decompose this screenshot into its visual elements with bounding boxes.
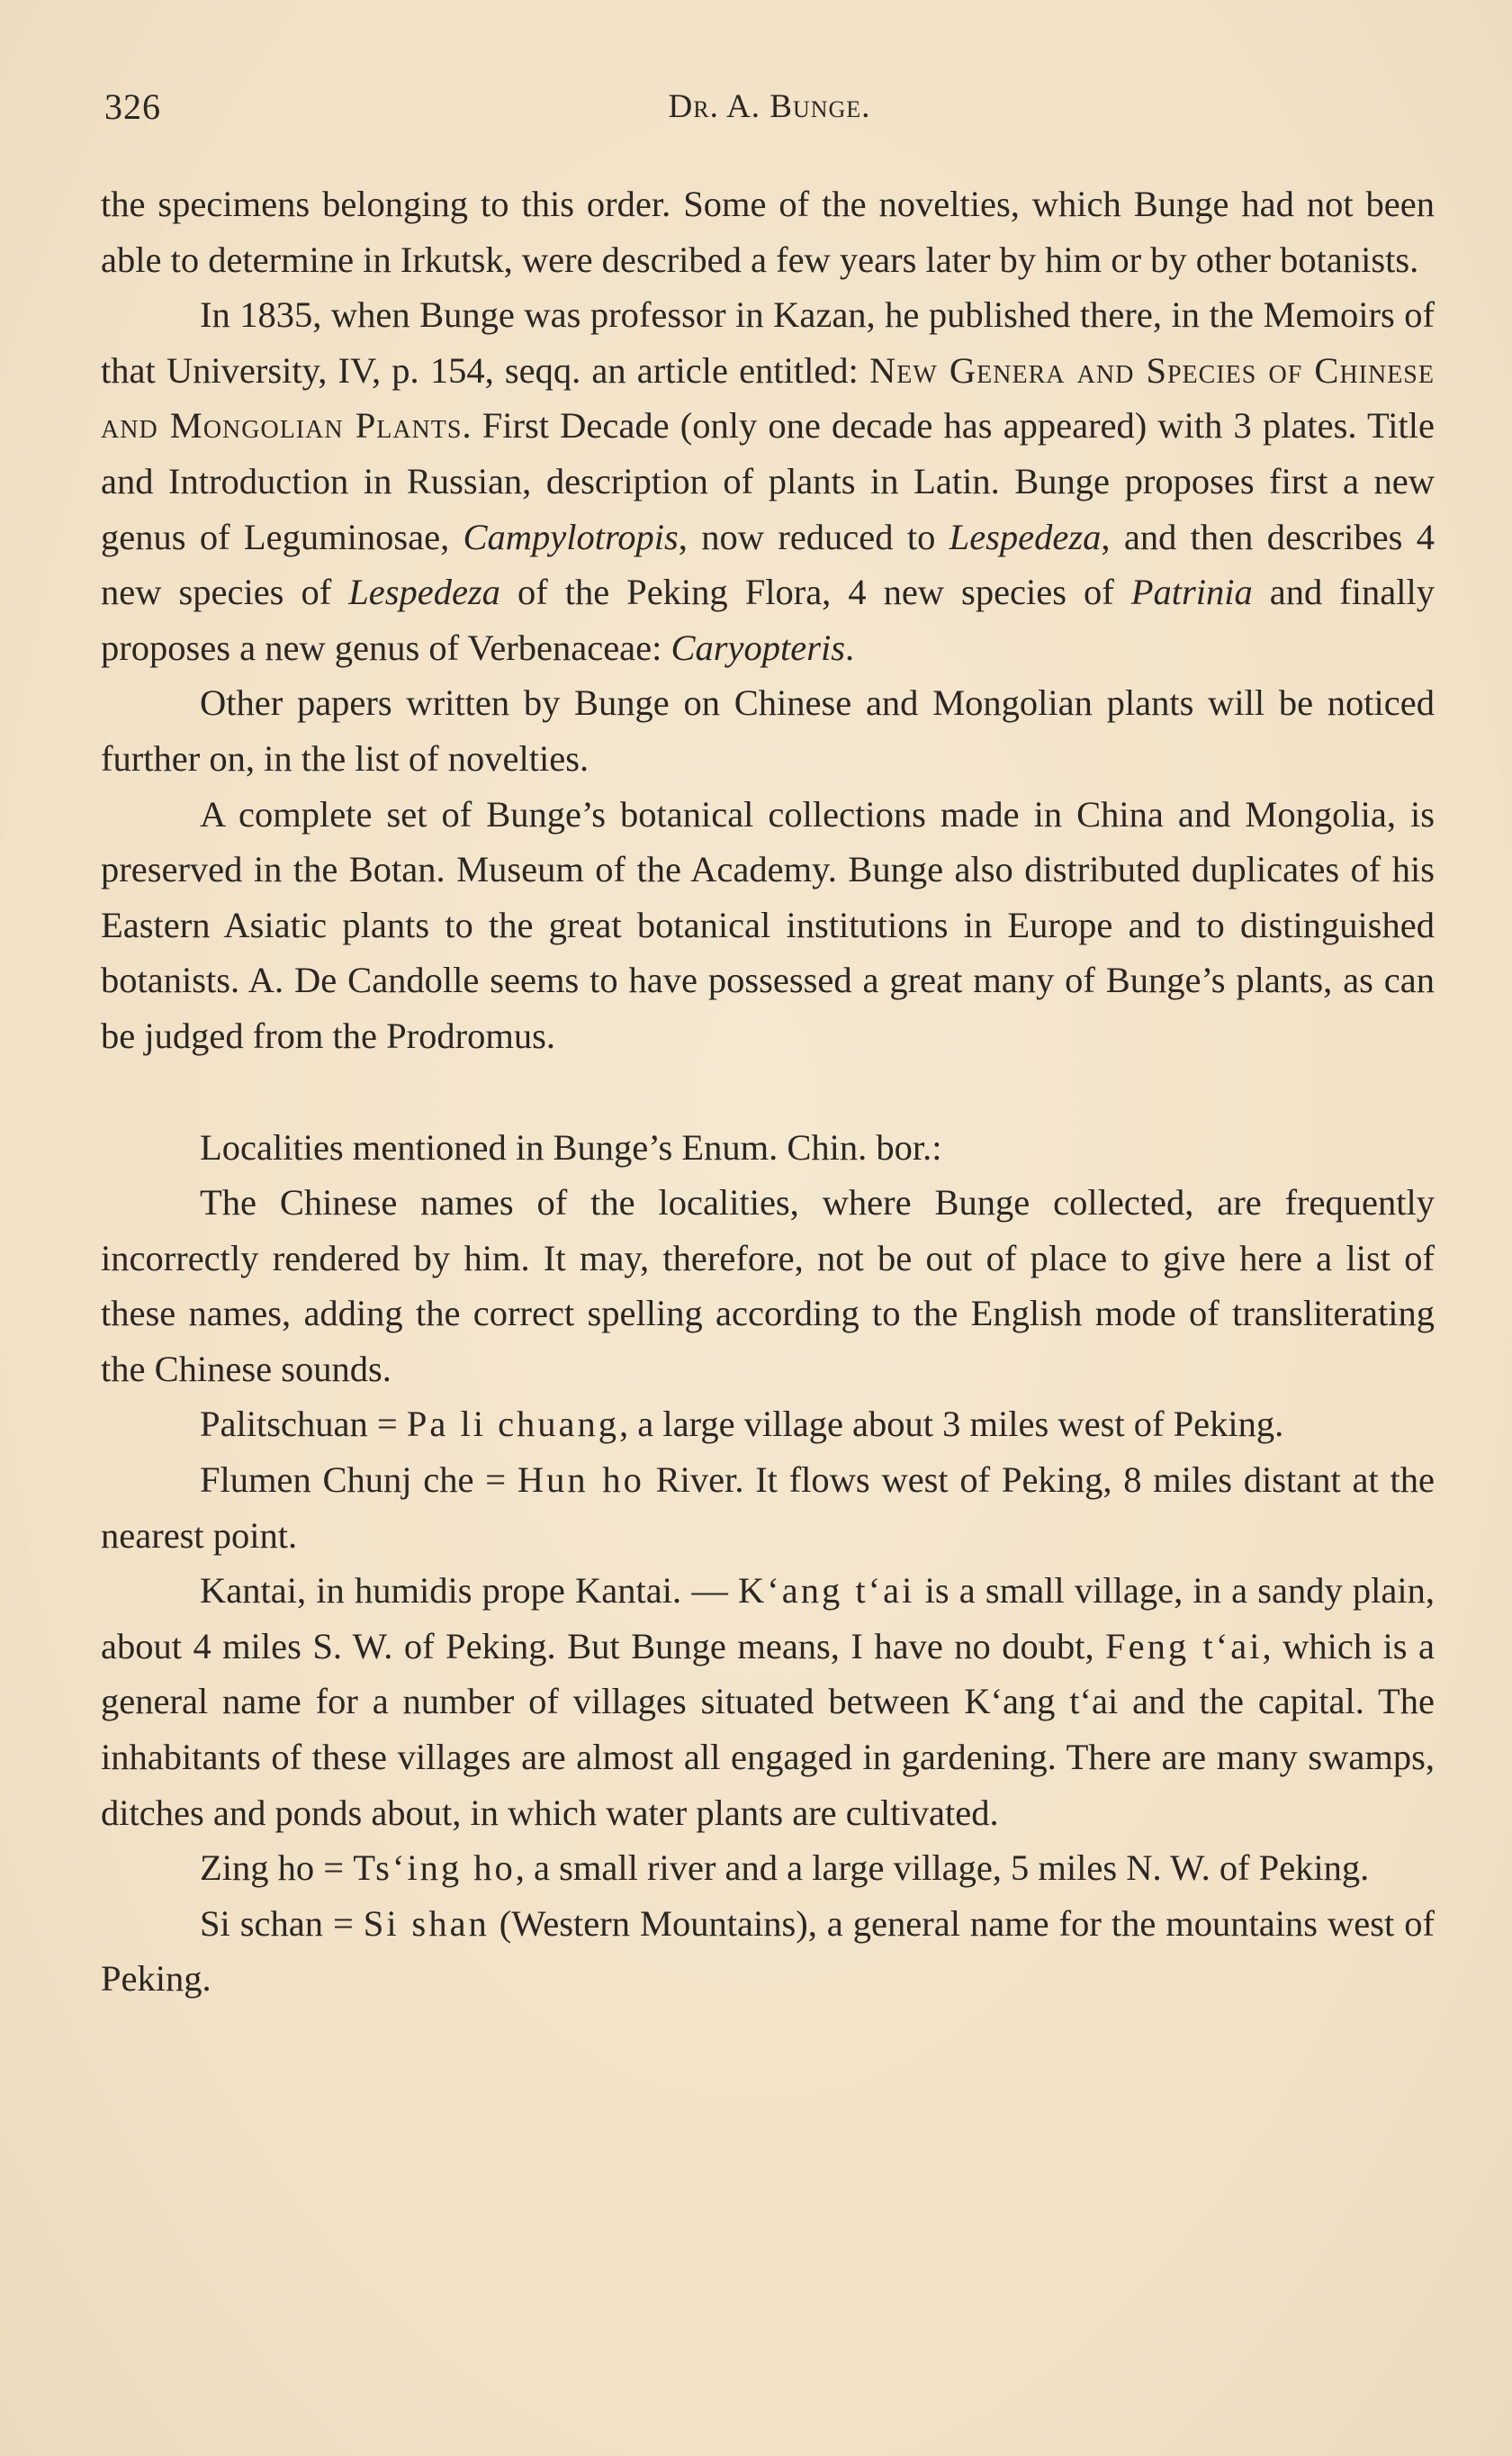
- text-run: . First Decade (only one decade has appeared) with 3 plates. Title and Introduction in Russian, description of plants in Latin. Bunge proposes first a new genus of Leguminosae,: [101, 405, 1435, 557]
- text-run: Other papers written by Bunge on Chinese and Mongolian plants will be noticed further on, in the list of novelties.: [101, 682, 1435, 779]
- italic-text: Lespedeza: [949, 516, 1102, 557]
- text-run: , and then describes 4 new species of: [101, 516, 1435, 613]
- paragraph: [101, 176, 1435, 287]
- text-run: Flumen Chunj che =: [200, 1459, 518, 1501]
- spaced-text: Kʻang tʻai: [738, 1570, 915, 1612]
- text-run: Localities mentioned in Bunge’s Enum. Chin. bor.:: [200, 1126, 942, 1168]
- text-run: , a large village about 3 miles west of Peking.: [619, 1404, 1284, 1445]
- text-run: .: [845, 627, 855, 668]
- page-header: [104, 86, 1435, 132]
- paragraph: [101, 287, 1435, 675]
- paragraph: [101, 1175, 1435, 1396]
- text-run: (Western Mountains), a general name for the mountains west of Peking.: [101, 1902, 1435, 2000]
- spaced-text: Si shan: [363, 1902, 490, 1944]
- text-run: Palitschuan =: [200, 1404, 407, 1445]
- section-gap: [101, 1064, 1435, 1120]
- running-head: Dr. A. Bunge.: [668, 88, 871, 125]
- text-run: The Chinese names of the localities, where Bunge collected, are frequently incorrectly rendered by him. It may, therefore, not be out of place to give here a list of these names, adding the correct spelling according to the English mode of transliterating the Chinese sounds.: [101, 1182, 1435, 1389]
- text-run: and finally proposes a new genus of Verbenaceae:: [101, 572, 1435, 668]
- text-run: Zing ho =: [200, 1847, 354, 1889]
- text-run: , a small river and a large village, 5 miles N. W. of Peking.: [515, 1847, 1370, 1889]
- text-run: the specimens belonging to this order. Some of the novelties, which Bunge had not been able to determine in Irkutsk, were described a few years later by him or by other botanists.: [101, 184, 1435, 280]
- spaced-text: Feng tʻai: [1105, 1625, 1263, 1666]
- text-run: of the Peking Flora, 4 new species of: [500, 572, 1131, 613]
- paragraph: [101, 1896, 1435, 2007]
- italic-text: Lespedeza: [348, 572, 500, 613]
- spaced-text: Hun ho: [517, 1459, 644, 1501]
- paragraph: [101, 1452, 1435, 1563]
- text-run: is a small village, in a sandy plain, about 4 miles S. W. of Peking. But Bunge means, I have no doubt,: [101, 1570, 1436, 1666]
- spaced-text: Pa li chuang: [406, 1404, 620, 1445]
- text-run: Kantai, in humidis prope Kantai. —: [200, 1570, 739, 1612]
- text-run: In 1835, when Bunge was professor in Kazan, he published there, in the Memoirs of that University, IV, p. 154, seqq. an article entitled:: [101, 294, 1435, 391]
- italic-text: Caryopteris: [670, 627, 846, 668]
- paragraph: [101, 1120, 1435, 1176]
- text-run: Si schan =: [200, 1902, 364, 1944]
- text-run: , now reduced to: [678, 516, 950, 557]
- body-text: [101, 176, 1435, 2007]
- paragraph: [101, 1396, 1435, 1452]
- italic-text: Patrinia: [1130, 572, 1253, 613]
- paragraph: [101, 1840, 1435, 1896]
- text-run: , which is a general name for a number of villages situated between Kʻang tʻai and the capital. The inhabitants of these villages are almost all engaged in gardening. There are many swamps, ditches and ponds about, in which water plants are cultivated.: [101, 1625, 1436, 1833]
- text-run: A complete set of Bunge’s botanical collections made in China and Mongolia, is preserved in the Botan. Museum of the Academy. Bunge also distributed duplicates of his Eastern Asiatic plants to the great botanical institutions in Europe and to distinguished botanists. A. De Candolle seems to have possessed a great many of Bunge’s plants, as can be judged from the Prodromus.: [101, 793, 1435, 1056]
- text-run: River. It flows west of Peking, 8 miles distant at the nearest point.: [101, 1459, 1435, 1556]
- page-number: 326: [104, 86, 161, 127]
- spaced-text: Tsʻing ho: [353, 1847, 516, 1889]
- paragraph: [101, 787, 1435, 1064]
- paragraph: [101, 675, 1435, 786]
- italic-text: Campylotropis: [463, 516, 679, 557]
- paragraph: [101, 1563, 1435, 1840]
- small-caps-text: New Genera and Species of Chinese and Mongolian Plants: [101, 349, 1435, 447]
